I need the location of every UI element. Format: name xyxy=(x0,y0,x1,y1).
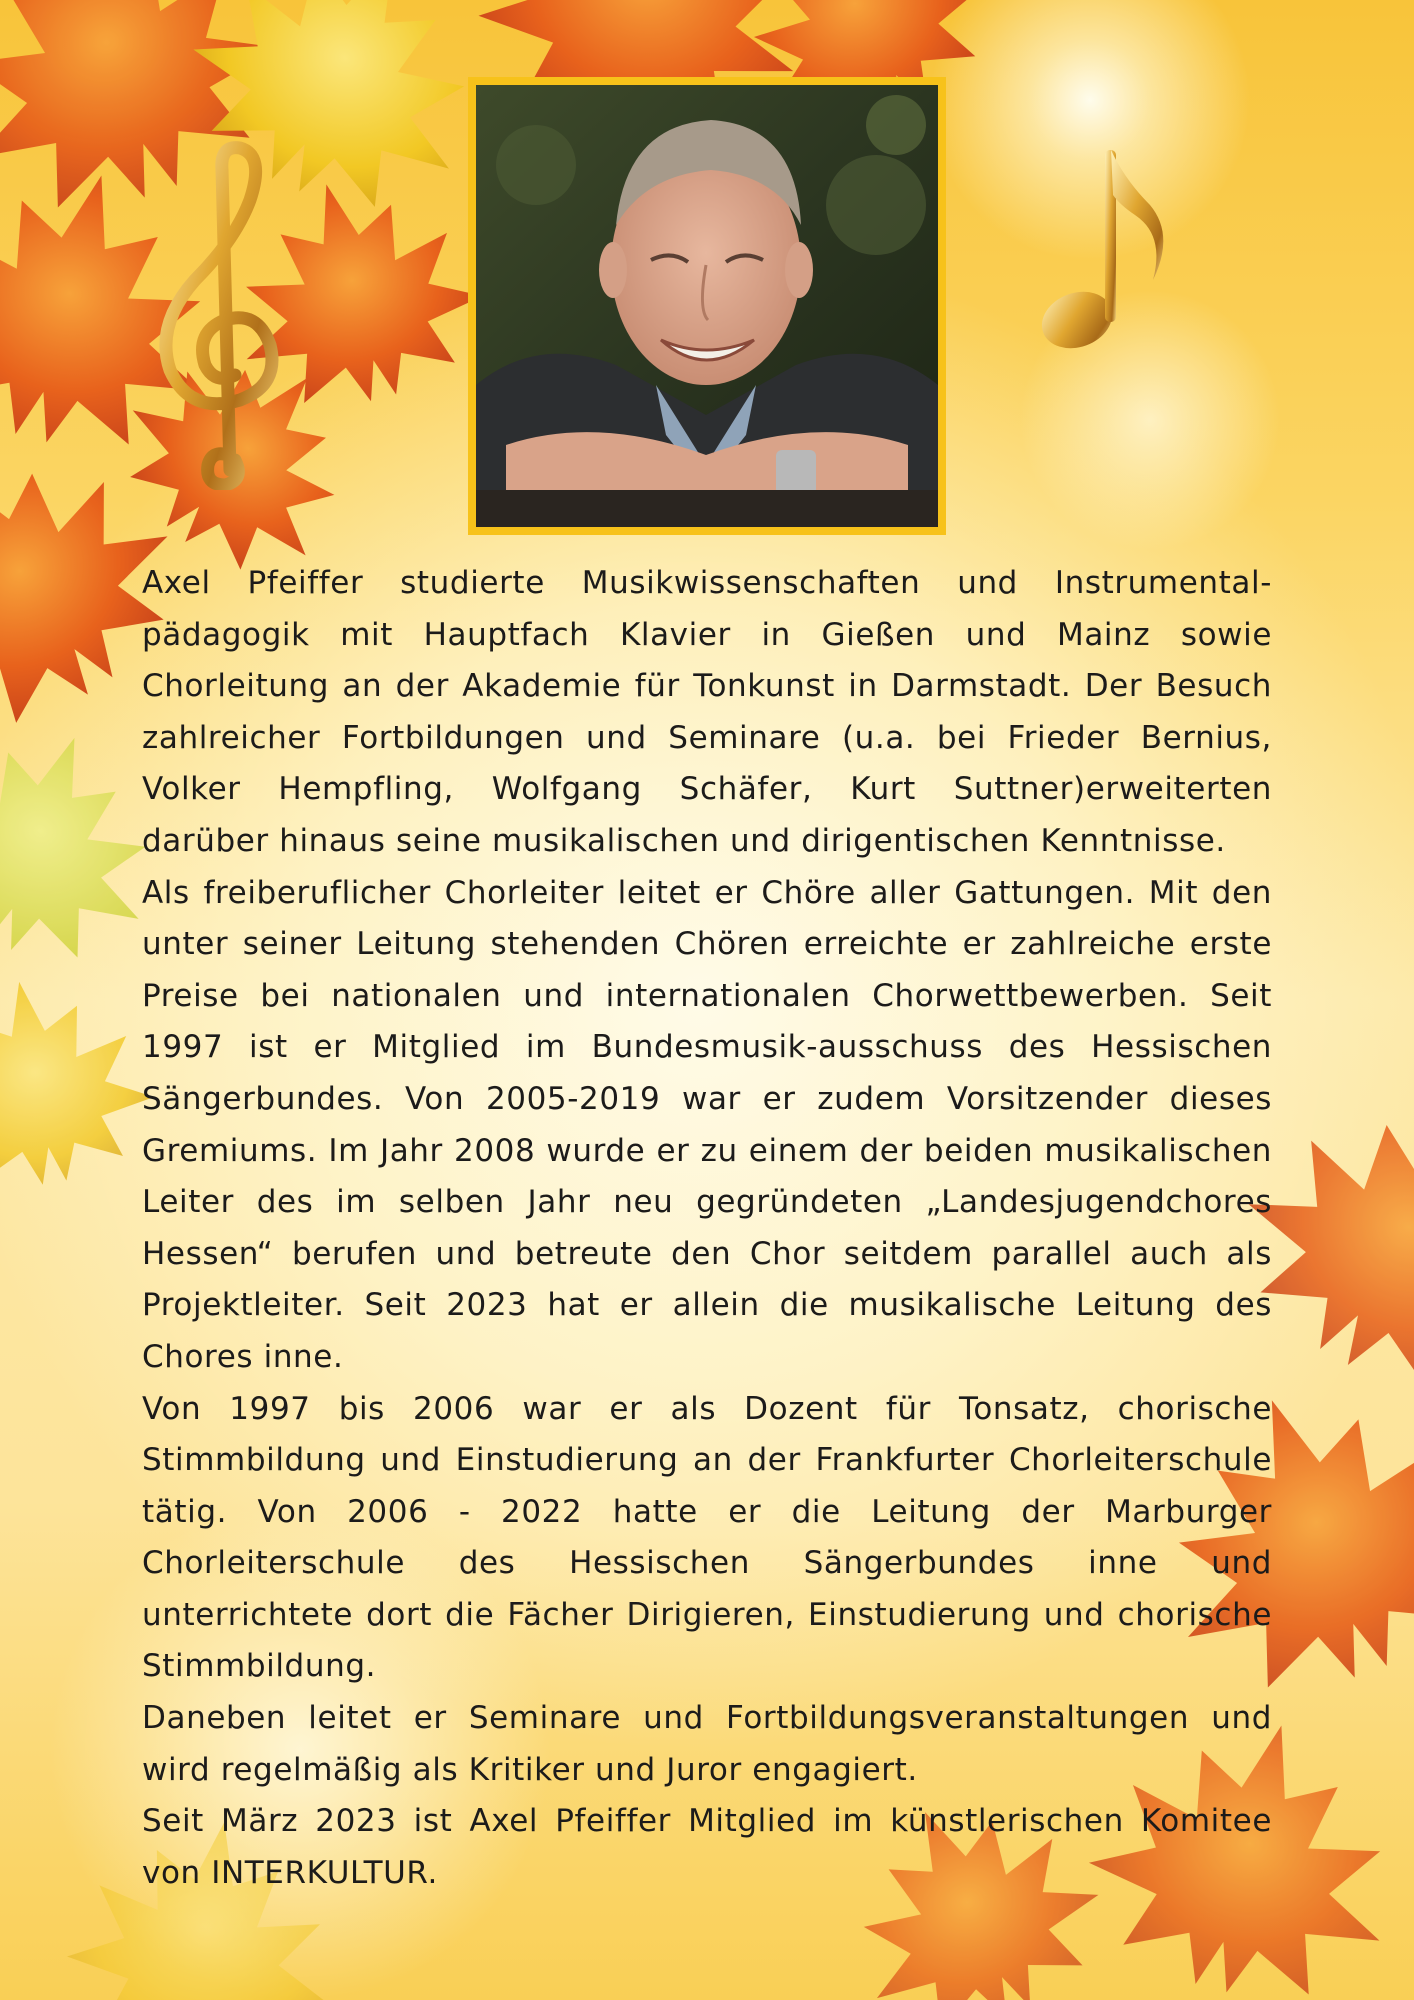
bio-paragraph: Seit März 2023 ist Axel Pfeiffer Mitglied im künstlerischen Komitee von INTERKULTUR. xyxy=(142,1803,1272,1891)
eighth-note-icon xyxy=(1035,140,1175,360)
biography-text xyxy=(142,558,1272,1899)
bio-paragraph: Daneben leitet er Seminare und Fortbildungsveranstaltungen und wird regelmäßig als Kritiker und Juror engagiert. xyxy=(142,1700,1272,1788)
leaf xyxy=(0,962,166,1202)
portrait-frame xyxy=(468,77,946,535)
bio-paragraph: Von 1997 bis 2006 war er als Dozent für Tonsatz, chorische Stimmbildung und Einstudierung an der Frankfurter Chorleiterschule tätig. Von 2006 - 2022 hatte er die Leitung der Marburger Chorleiterschule des Hessischen Sängerbundes inne und unterrichtete dort die Fächer Dirigieren, Einstudierung und chorische Stimmbildung. xyxy=(142,1390,1272,1685)
treble-clef-icon xyxy=(150,140,300,490)
bio-paragraph: Axel Pfeiffer studierte Musikwissenschaften und Instrumental-pädagogik mit Hauptfach Klavier in Gießen und Mainz sowie Chorleitung an der Akademie für Tonkunst in Darmstadt. Der Besuch zahlreicher Fortbildungen und Seminare (u.a. bei Frieder Bernius, Volker Hempfling, Wolfgang Schäfer, Kurt Suttner)erweiterten darüber hinaus seine musikalischen und dirigentischen Kenntnisse. xyxy=(142,565,1272,859)
bio-paragraph: Als freiberuflicher Chorleiter leitet er Chöre aller Gattungen. Mit den unter seiner Leitung stehenden Chören erreichte er zahlreiche erste Preise bei nationalen und internationalen Chorwettbewerben. Seit 1997 ist er Mitglied im Bundesmusik-ausschuss des Hessischen Sängerbundes. Von 2005-2019 war er zudem Vorsitzender dieses Gremiums. Im Jahr 2008 wurde er zu einem der beiden musikalischen Leiter des im selben Jahr neu gegründeten „Landesjugendchores Hessen“ berufen und betreute den Chor seitdem parallel auch als Projektleiter. Seit 2023 hat er allein die musikalische Leitung des Chores inne. xyxy=(142,874,1272,1375)
portrait-photo xyxy=(476,85,938,527)
